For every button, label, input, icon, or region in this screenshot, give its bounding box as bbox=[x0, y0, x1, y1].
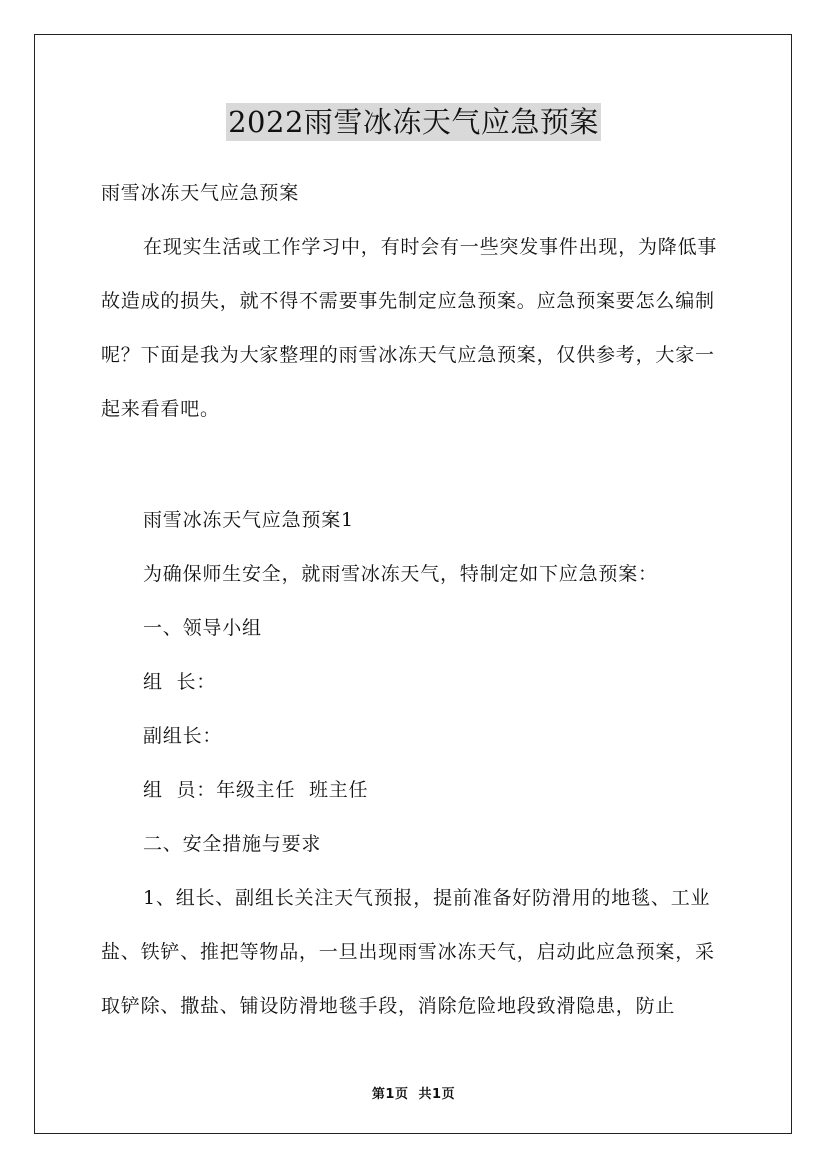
document-title: 2022雨雪冰冻天气应急预案 bbox=[228, 105, 599, 139]
item-one-paragraph: 1、组长、副组长关注天气预报，提前准备好防滑用的地毯、工业盐、铁铲、推把等物品，一旦出现雨雪冰冻天气，启动此应急预案，采取铲除、撒盐、铺设防滑地毯手段，消除危险地段致滑隐患，防止 bbox=[101, 887, 715, 1017]
members-line: 组 员：年级主任 班主任 bbox=[143, 779, 369, 801]
heading-leadership-group: 一、领导小组 bbox=[143, 617, 262, 639]
purpose-line: 为确保师生安全，就雨雪冰冻天气，特制定如下应急预案： bbox=[143, 563, 658, 585]
leader-line: 组 长： bbox=[143, 671, 217, 693]
vice-leader-line: 副组长： bbox=[143, 725, 223, 747]
document-title-wrap bbox=[0, 103, 827, 141]
heading-safety-measures: 二、安全措施与要求 bbox=[143, 833, 322, 855]
section-title: 雨雪冰冻天气应急预案1 bbox=[143, 509, 354, 531]
page-number: 第1页 共1页 bbox=[371, 1087, 456, 1102]
document-subtitle: 雨雪冰冻天气应急预案 bbox=[101, 182, 300, 204]
page-footer bbox=[0, 1083, 827, 1102]
intro-paragraph: 在现实生活或工作学习中，有时会有一些突发事件出现，为降低事故造成的损失，就不得不需要事先制定应急预案。应急预案要怎么编制呢？下面是我为大家整理的雨雪冰冻天气应急预案，仅供参考，大家一起来看看吧。 bbox=[101, 236, 718, 420]
